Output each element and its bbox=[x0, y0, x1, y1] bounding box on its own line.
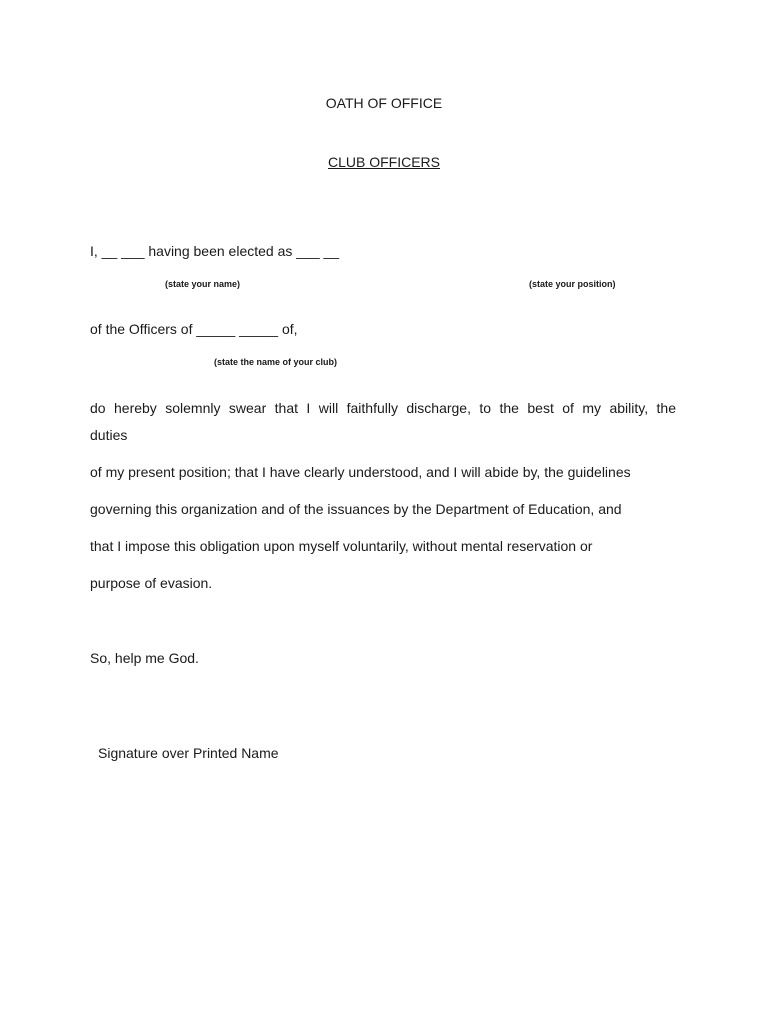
hint-state-your-position: (state your position) bbox=[529, 279, 616, 289]
oath-paragraph-line-5: that I impose this obligation upon myself voluntarily, without mental reservation or bbox=[90, 538, 593, 554]
closing-line: So, help me God. bbox=[90, 650, 199, 666]
hint-state-club-name: (state the name of your club) bbox=[214, 357, 338, 367]
oath-paragraph-line-4: governing this organization and of the issuances by the Department of Education, and bbox=[90, 501, 622, 517]
document-title: OATH OF OFFICE bbox=[325, 95, 443, 111]
subtitle-text: CLUB OFFICERS bbox=[327, 154, 440, 170]
oath-paragraph-line-2: duties bbox=[90, 427, 128, 443]
oath-line-club: of the Officers of _____ _____ of, bbox=[90, 321, 298, 337]
oath-paragraph-line-6: purpose of evasion. bbox=[90, 575, 213, 591]
oath-paragraph-line-3: of my present position; that I have clearly understood, and I will abide by, the guidelines bbox=[90, 464, 631, 480]
signature-label: Signature over Printed Name bbox=[98, 745, 279, 761]
document-subtitle bbox=[0, 155, 768, 169]
oath-line-name-position: I, __ ___ having been elected as ___ __ bbox=[90, 243, 340, 259]
oath-paragraph-line-1: do hereby solemnly swear that I will faithfully discharge, to the best of my ability, the bbox=[90, 400, 676, 416]
hint-state-your-name: (state your name) bbox=[165, 279, 241, 289]
